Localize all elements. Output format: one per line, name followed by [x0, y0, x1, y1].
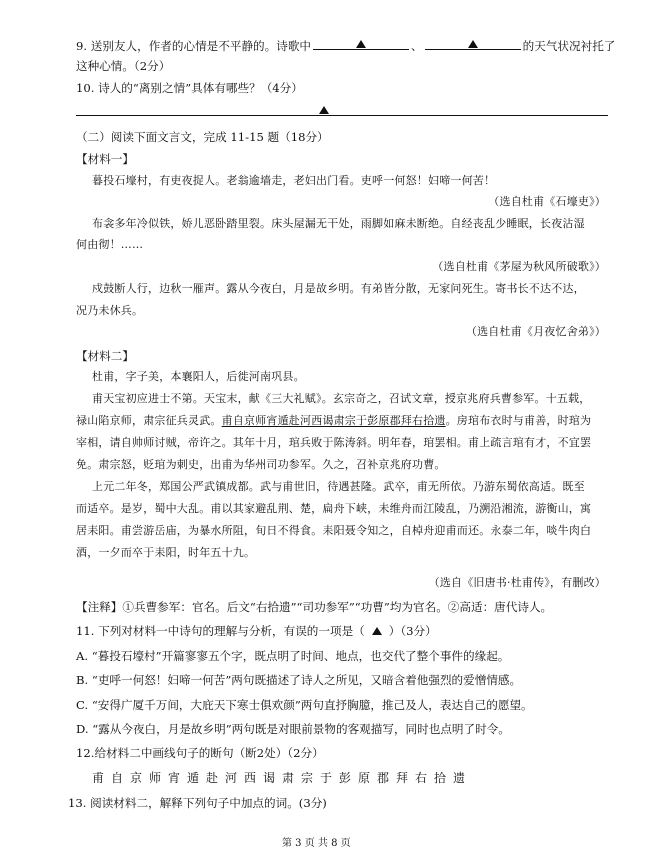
option-c[interactable]: C. “安得广厦千万间，大庇天下寒士俱欢颜”两句直抒胸臆，推己及人，表达自己的愿望。: [76, 698, 533, 712]
question-13-stem: 13. 阅读材料二，解释下列句子中加点的词。(3分): [68, 796, 327, 810]
answer-blank-2[interactable]: [425, 37, 521, 50]
annotation-note: 【注释】①兵曹参军：官名。后文“右拾遗”“司功参军”“功曹”均为官名。②高适：唐代诗人。: [76, 600, 553, 614]
question-11-stem: 11. 下列对材料一中诗句的理解与分析，有误的一项是（ ）（3分）: [76, 624, 437, 638]
triangle-icon: [356, 40, 366, 48]
triangle-icon: [319, 106, 329, 114]
material-2-para-2-line-3: 宰相，请自帅师讨贼，帝许之。其年十月，琯兵败于陈涛斜。明年春，琯罢相。甫上疏言琯有才，不宜罢: [76, 436, 592, 449]
material-2-para-3-line-2: 而适卒。是岁，蜀中大乱。甫以其家避乱荆、楚，扁舟下峡，未维舟而江陵乱，乃溯沿湘流，游衡山，寓: [76, 502, 592, 515]
material-1-label: 【材料一】: [76, 152, 134, 166]
material-2-para-2-line-2: 禄山陷京师，肃宗征兵灵武。甫自京师宵遁赴河西谒肃宗于彭原郡拜右拾遗。房琯布衣时与甫善，时琯为: [76, 414, 592, 427]
material-1-poem-3-line-2: 况乃未休兵。: [76, 304, 144, 317]
page-footer: 第 3 页 共 8 页: [282, 838, 351, 849]
underlined-sentence: 甫自京师宵遁赴河西谒肃宗于彭原郡拜右拾遗: [221, 414, 446, 427]
question-10-stem: 10. 诗人的“离别之情”具体有哪些？（4分）: [76, 81, 303, 95]
material-2-para-3-line-4: 酒，一夕而卒于耒阳，时年五十九。: [76, 546, 256, 559]
source-1: （选自杜甫《石壕吏》）: [488, 195, 606, 208]
triangle-icon: [468, 40, 478, 48]
material-2-para-3-line-3: 居耒阳。甫尝游岳庙，为暴水所阻，旬日不得食。耒阳聂令知之，自棹舟迎甫而还。永泰二年，啖牛肉白: [76, 524, 592, 537]
answer-blank-1[interactable]: [313, 37, 409, 50]
source-2: （选自杜甫《茅屋为秋风所破歌》）: [432, 260, 606, 273]
answer-line[interactable]: [76, 115, 608, 116]
material-2-para-2-line-4: 免。肃宗怒，贬琯为刺史，出甫为华州司功参军。久之，召补京兆府功曹。: [76, 458, 446, 471]
option-a[interactable]: A. “暮投石壕村”开篇寥寥五个字，既点明了时间、地点，也交代了整个事件的缘起。: [76, 649, 510, 663]
section-title: （二）阅读下面文言文，完成 11-15 题（18分）: [76, 130, 329, 144]
option-d[interactable]: D. “露从今夜白，月是故乡明”两句既是对眼前景物的客观描写，同时也点明了时令。: [76, 722, 510, 736]
material-1-poem-2-line-1: 布衾多年冷似铁，娇儿恶卧踏里裂。床头屋漏无干处，雨脚如麻未断绝。自经丧乱少睡眠，长夜沾湿: [92, 217, 585, 230]
material-2-para-2-line-1: 甫天宝初应进士不第。天宝末，献《三大礼赋》。玄宗奇之，召试文章，授京兆府兵曹参军。十五载，: [92, 392, 591, 405]
punctuation-sentence[interactable]: 甫自京师宵遁赴河西谒肃宗于彭原郡拜右拾遗: [92, 771, 473, 785]
source-3: （选自杜甫《月夜忆舍弟》）: [465, 325, 606, 338]
question-9-line-1: 9. 送别友人，作者的心情是不平静的。诗歌中 、 的天气状况衬托了: [76, 39, 616, 53]
material-1-poem-2-line-2: 何由彻！……: [76, 238, 144, 251]
triangle-icon: [372, 627, 382, 635]
material-2-para-3-line-1: 上元二年冬，郑国公严武镇成都。武与甫世旧，待遇甚隆。武卒，甫无所依。乃游东蜀依高适。既至: [92, 480, 585, 493]
material-2-label: 【材料二】: [76, 349, 134, 363]
question-12-stem: 12.给材料二中画线句子的断句（断2处）（2分）: [76, 746, 324, 760]
source-4: （选自《旧唐书·杜甫传》，有删改）: [428, 576, 606, 589]
material-1-poem-1: 暮投石壕村，有吏夜捉人。老翁逾墙走，老妇出门看。吏呼一何怒！妇啼一何苦！: [92, 174, 496, 187]
material-2-para-1: 杜甫，字子美，本襄阳人，后徙河南巩县。: [92, 370, 305, 383]
material-1-poem-3-line-1: 戍鼓断人行，边秋一雁声。露从今夜白，月是故乡明。有弟皆分散，无家问死生。寄书长不达不达，: [92, 282, 585, 295]
option-b[interactable]: B. “吏呼一何怒！妇啼一何苦”两句既描述了诗人之所见，又暗含着他强烈的爱憎情感。: [76, 673, 522, 687]
question-9-line-2: 这种心情。（2分）: [76, 59, 171, 73]
